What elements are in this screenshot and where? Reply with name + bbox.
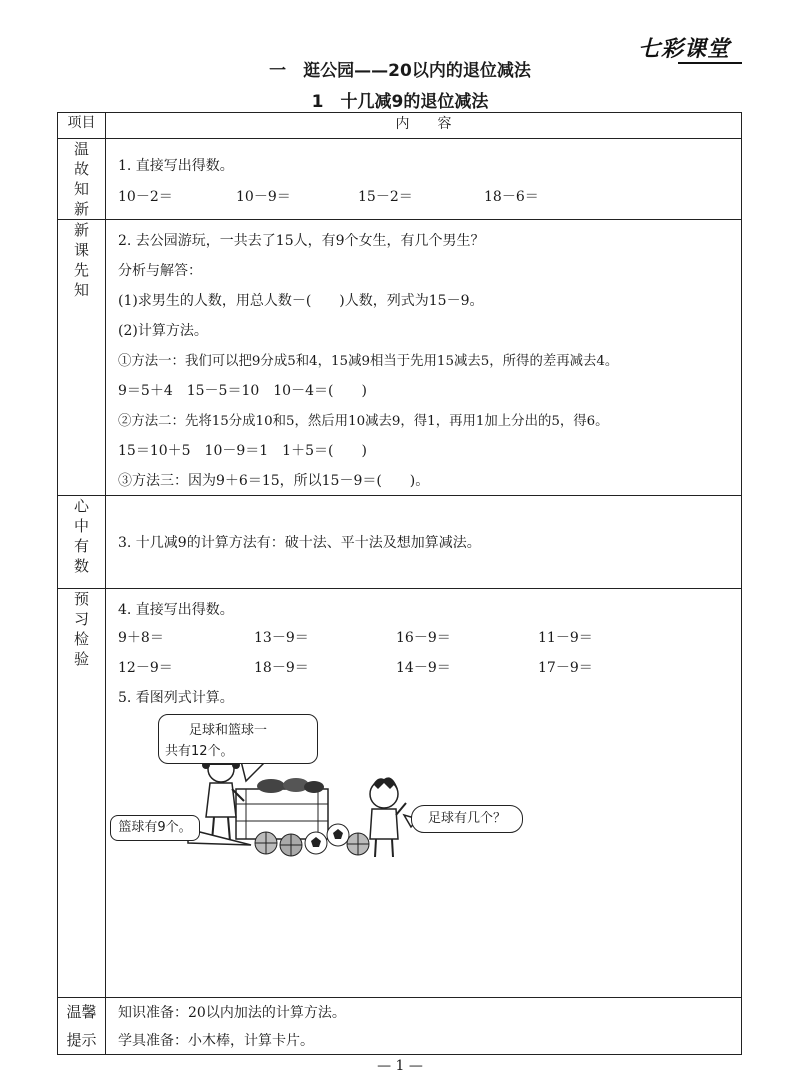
page-number: — 1 — [377,1058,423,1074]
section-content-practice [106,589,742,998]
section-label-tips-line-2: 提示 [66,1031,97,1049]
section-label-tips-line-1: 温馨 [66,1003,97,1021]
analysis-step-1: (1)求男生的人数，用总人数－( )人数，列式为15－9。 [118,293,484,309]
exercise-4b: 13－9＝ [254,630,309,646]
section-label-practice: 预习检验 [58,589,106,998]
question-3: 3. 十几减9的计算方法有：破十法、平十法及想加算减法。 [118,535,481,551]
boy-speech-bubble: 足球有几个？ [411,805,523,833]
unit-title: 一 逛公园——20以内的退位减法 [269,61,531,81]
exercise-4h: 17－9＝ [538,660,593,676]
method-3: ③方法三：因为9＋6＝15，所以15－9＝( )。 [118,473,430,489]
section-tips [58,998,742,1055]
girl-speech-line-2: 共有12个。 [165,744,234,759]
section-content-new-lesson [106,220,742,496]
exercise-4g: 14－9＝ [396,660,451,676]
section-practice [58,589,742,998]
girl-bubble-tail [241,761,266,781]
question-5: 5. 看图列式计算。 [118,690,234,706]
lesson-title: 1 十几减9的退位减法 [311,92,489,112]
illustration-scene [106,589,742,997]
exercise-1a: 10－2＝ [118,189,173,205]
method-2: ②方法二：先将15分成10和5，然后用10减去9，得1，再用1加上分出的5，得6。 [118,414,609,429]
ball-crate [236,778,328,839]
exercise-1c: 15－2＝ [358,189,413,205]
section-content-summary [106,496,742,589]
question-1: 1. 直接写出得数。 [118,158,234,174]
lesson-table [57,112,742,1055]
exercise-4e: 12－9＝ [118,660,173,676]
basketball-speech-bubble: 篮球有9个。 [110,815,200,841]
section-label-tips [58,998,106,1055]
section-label-review: 温故知新 [58,139,106,220]
section-label-summary: 心中有数 [58,496,106,589]
exercise-4a: 9＋8＝ [118,630,164,646]
exercise-4f: 18－9＝ [254,660,309,676]
column-header-content: 内 容 [106,113,742,139]
section-label-new-lesson: 新课先知 [58,220,106,496]
tip-knowledge: 知识准备：20以内加法的计算方法。 [118,1005,346,1021]
question-2: 2. 去公园游玩，一共去了15人，有9个女生，有几个男生？ [118,233,485,249]
section-content-tips [106,998,742,1055]
header-row [58,113,742,139]
boy-figure [370,777,406,857]
exercise-4d: 11－9＝ [538,630,593,646]
exercise-1b: 10－9＝ [236,189,291,205]
section-new-lesson [58,220,742,496]
column-header-item: 项目 [58,113,106,139]
exercise-1d: 18－6＝ [484,189,539,205]
tip-supplies: 学具准备：小木棒，计算卡片。 [118,1033,314,1049]
section-review [58,139,742,220]
method-2-steps: 15＝10＋5 10－9＝1 1＋5＝( ) [118,443,367,459]
section-content-review [106,139,742,220]
exercise-4c: 16－9＝ [396,630,451,646]
section-summary [58,496,742,589]
question-4: 4. 直接写出得数。 [118,602,234,618]
brand-text: 七彩课堂 [638,37,731,62]
girl-speech-line-1: 足球和篮球一 [189,723,268,738]
method-1: ①方法一：我们可以把9分成5和4，15减9相当于先用15减去5，所得的差再减去4。 [118,354,619,369]
girl-speech-bubble [158,714,318,764]
method-1-steps: 9＝5＋4 15－5＝10 10－4＝( ) [118,383,367,399]
analysis-heading: 分析与解答： [118,263,202,279]
analysis-step-2: (2)计算方法。 [118,323,208,339]
